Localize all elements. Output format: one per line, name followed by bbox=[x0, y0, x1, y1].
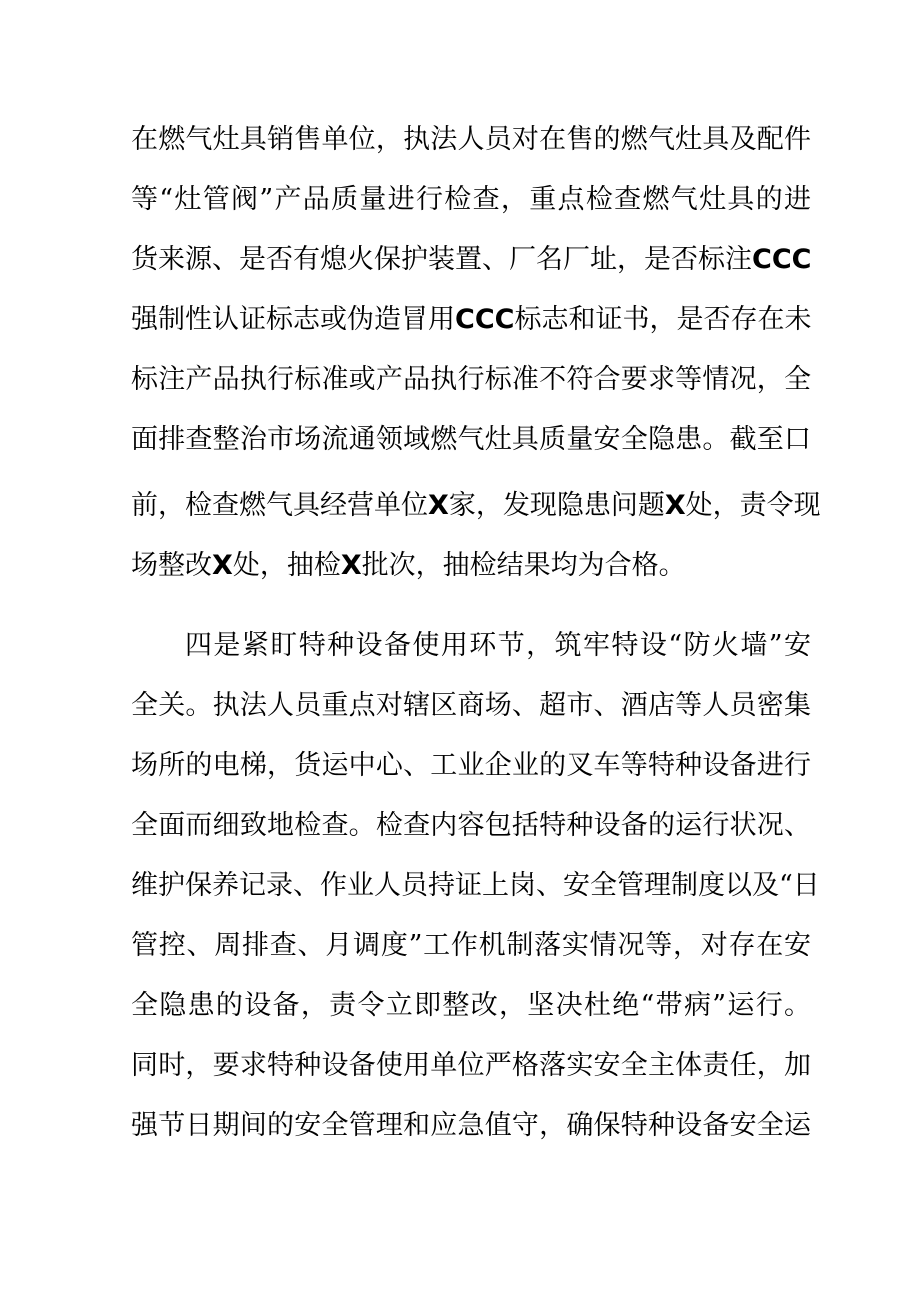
paragraph-1-line: 货来源、是否有熄火保护装置、厂名厂址，是否标注CCC bbox=[131, 244, 812, 275]
paragraph-2-line: 全面而细致地检查。检查内容包括特种设备的运行状况、 bbox=[131, 810, 811, 841]
bold-text: X bbox=[428, 490, 449, 521]
bold-text: CCC bbox=[752, 244, 812, 275]
paragraph-2-line: 管控、周排查、月调度”工作机制落实情况等，对存在安 bbox=[131, 930, 811, 961]
paragraph-1-line: 等“灶管阀”产品质量进行检查，重点检查燃气灶具的进 bbox=[131, 184, 811, 215]
paragraph-2-line: 四是紧盯特种设备使用环节，筑牢特设“防火墙”安 bbox=[185, 630, 811, 661]
paragraph-2-line: 全关。执法人员重点对辖区商场、超市、酒店等人员密集 bbox=[131, 690, 811, 721]
bold-text: X bbox=[212, 550, 233, 581]
paragraph-1-line: 标注产品执行标准或产品执行标准不符合要求等情况，全 bbox=[131, 364, 811, 395]
paragraph-1-line: 强制性认证标志或伪造冒用CCC标志和证书，是否存在未 bbox=[131, 304, 812, 335]
paragraph-2-line: 维护保养记录、作业人员持证上岗、安全管理制度以及“日 bbox=[131, 870, 820, 901]
bold-text: X bbox=[340, 550, 362, 581]
bold-text: CCC bbox=[455, 304, 515, 335]
paragraph-2-line: 强节日期间的安全管理和应急值守，确保特种设备安全运 bbox=[131, 1110, 811, 1141]
paragraph-2-line: 全隐患的设备，责令立即整改，坚决杜绝“带病”运行。 bbox=[131, 990, 811, 1021]
paragraph-2-line: 场所的电梯，货运中心、工业企业的叉车等特种设备进行 bbox=[131, 750, 811, 781]
paragraph-1-line: 场整改X处，抽检X批次，抽检结果均为合格。 bbox=[131, 550, 686, 581]
paragraph-1-line: 前，检查燃气具经营单位X家，发现隐患问题X处，责令现 bbox=[131, 490, 821, 521]
paragraph-2-line: 同时，要求特种设备使用单位严格落实安全主体责任，加 bbox=[131, 1050, 811, 1081]
bold-text: X bbox=[664, 490, 686, 521]
paragraph-1-line: 在燃气灶具销售单位，执法人员对在售的燃气灶具及配件 bbox=[131, 124, 811, 155]
paragraph-1-line: 面排查整治市场流通领域燃气灶具质量安全隐患。截至口 bbox=[131, 424, 811, 455]
